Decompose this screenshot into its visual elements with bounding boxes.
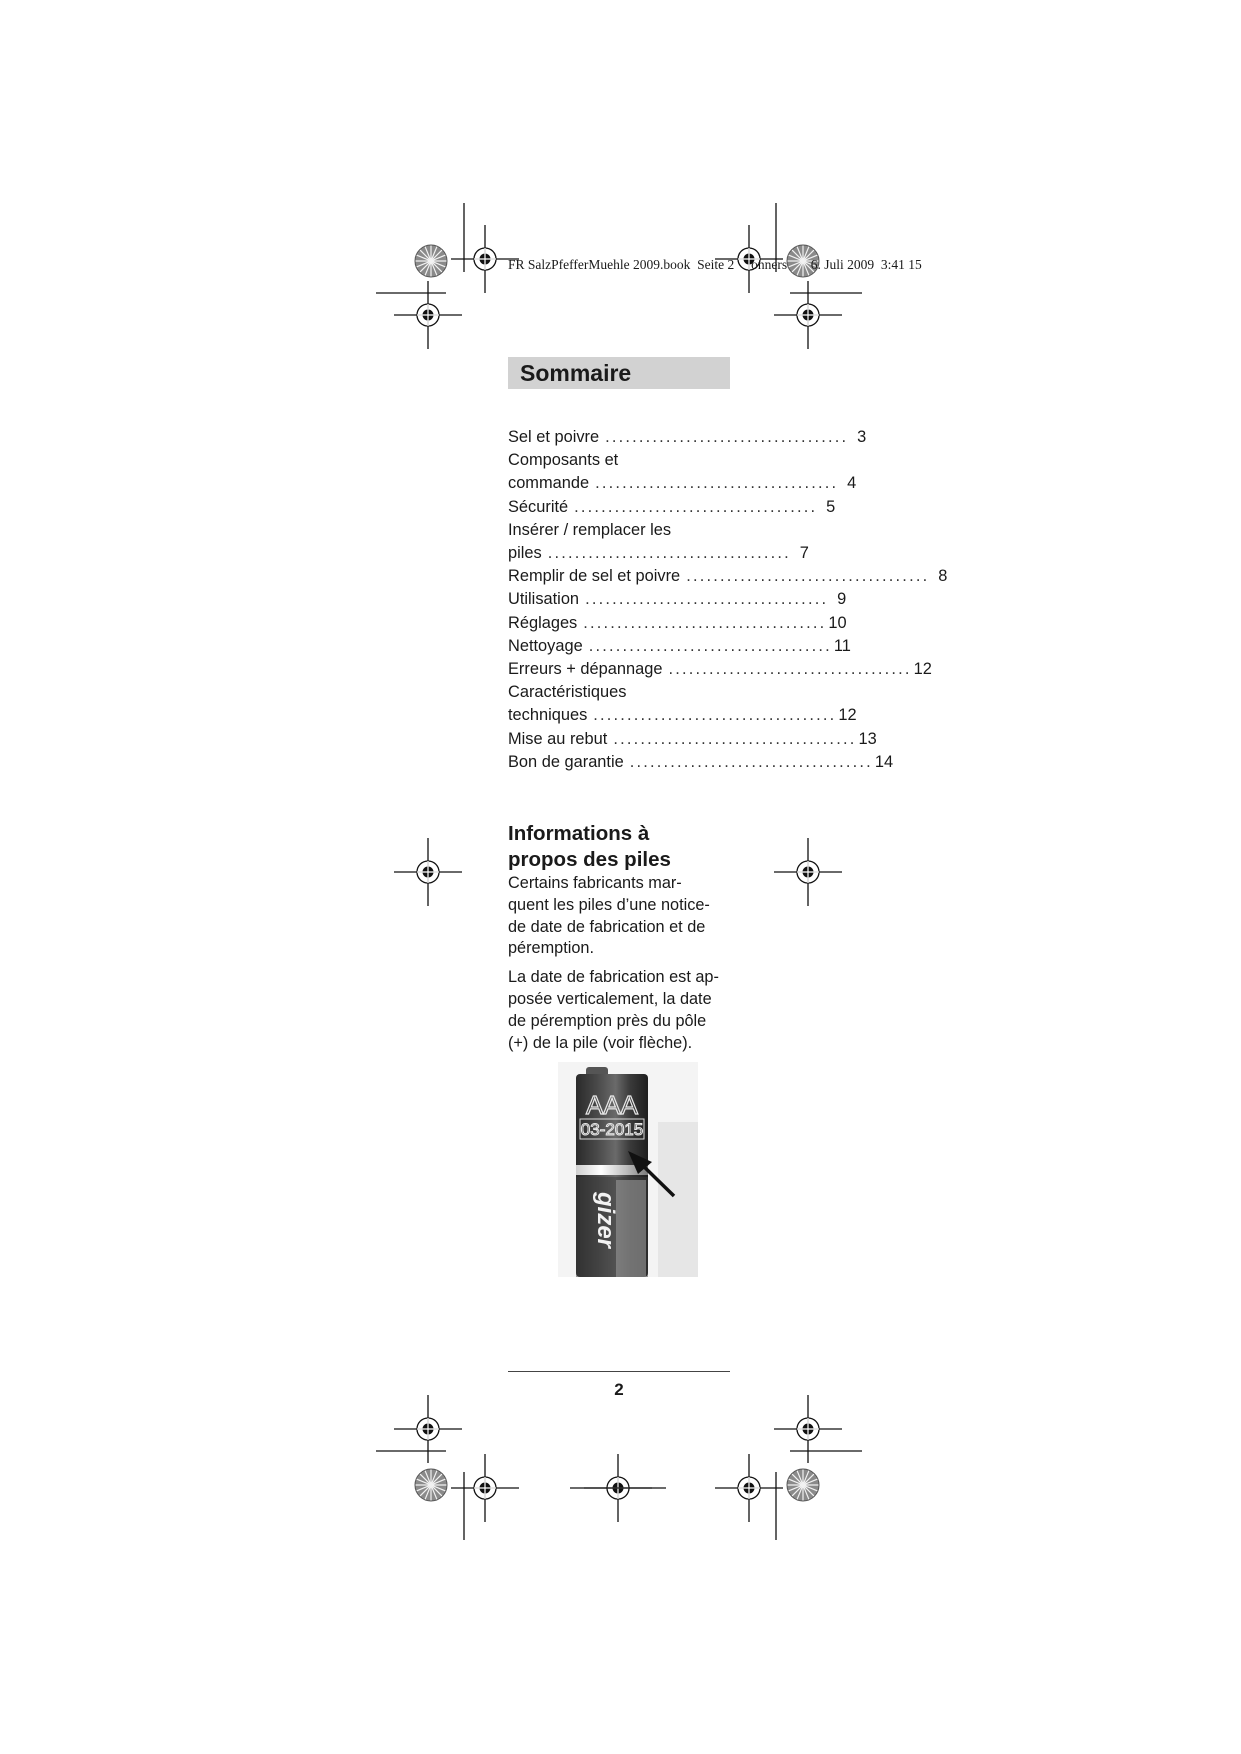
- toc-line: [508, 728, 877, 751]
- toc-entry: [508, 728, 877, 751]
- toc-entry: [508, 496, 836, 519]
- paragraph-line: Certains fabricants mar-: [508, 874, 682, 892]
- paragraph-line: de péremption près du pôle: [508, 1011, 707, 1030]
- toc-entry: [508, 751, 894, 774]
- page-title: Sommaire: [520, 360, 632, 386]
- toc-label: Erreurs + dépannage: [508, 660, 663, 679]
- toc-label: Sécurité: [508, 497, 569, 516]
- toc-page-number: 4: [847, 474, 857, 493]
- toc-label: techniques: [508, 706, 588, 725]
- photo-shadow: [658, 1122, 698, 1277]
- paragraph-line: posée verticalement, la date: [508, 989, 712, 1008]
- battery-date-code: 03-2015: [580, 1120, 644, 1139]
- toc-label: commande: [508, 474, 590, 493]
- toc-page-number: 9: [837, 590, 847, 609]
- toc-line: [508, 588, 847, 611]
- toc-leader-dots: ....................................: [547, 544, 791, 563]
- battery-info-heading: [508, 821, 730, 873]
- toc-line: [508, 658, 932, 681]
- toc-entry: [508, 681, 857, 727]
- toc-page-number: 13: [858, 729, 877, 748]
- toc-label: Mise au rebut: [508, 729, 608, 748]
- toc-line: [508, 704, 857, 727]
- toc-line: [508, 449, 730, 472]
- toc-entry: [508, 449, 857, 495]
- toc-leader-dots: ....................................: [686, 567, 930, 586]
- toc-leader-dots: ....................................: [583, 613, 827, 632]
- toc-leader-dots: ....................................: [585, 590, 829, 609]
- toc-leader-dots: ....................................: [588, 636, 832, 655]
- print-header-day: onners: [751, 257, 788, 272]
- toc-page-number: 5: [826, 497, 836, 516]
- toc-line: [508, 612, 847, 635]
- toc-leader-dots: ....................................: [593, 706, 837, 725]
- toc-page-number: 14: [874, 752, 894, 771]
- toc-line: [508, 542, 809, 565]
- color-wheel-mark: [415, 245, 447, 277]
- toc-leader-dots: ....................................: [613, 729, 857, 748]
- toc-line: [508, 635, 851, 658]
- registration-mark: [774, 281, 842, 349]
- toc-entry: [508, 519, 809, 565]
- battery-date-paragraph: [508, 967, 730, 1054]
- toc-label: Utilisation: [508, 590, 580, 609]
- toc-label: piles: [508, 544, 542, 563]
- print-header: [508, 257, 922, 273]
- toc-line: [508, 519, 730, 542]
- page-number: 2: [614, 1380, 624, 1399]
- toc-entry: [508, 588, 847, 611]
- color-wheel-mark: [787, 1469, 819, 1501]
- toc-line: [508, 751, 894, 774]
- toc-entry: [508, 612, 847, 635]
- paragraph-line: péremption.: [508, 939, 594, 958]
- toc-line: [508, 681, 730, 704]
- print-header-time: 3:41 15: [880, 257, 922, 272]
- toc-leader-dots: ....................................: [629, 752, 873, 771]
- battery-size-code: AAA: [585, 1090, 639, 1120]
- toc-line: [508, 426, 867, 449]
- color-wheel-mark: [415, 1469, 447, 1501]
- print-header-page: Seite 2: [697, 257, 735, 272]
- toc-label: Bon de garantie: [508, 752, 624, 771]
- toc-label: Sel et poivre: [508, 428, 600, 446]
- registration-mark: [394, 281, 462, 349]
- toc-page-number: 12: [913, 660, 932, 679]
- paragraph-line: (+) de la pile (voir flèche).: [508, 1033, 693, 1052]
- toc-leader-dots: ....................................: [605, 428, 849, 446]
- battery-brand-text: gizer: [592, 1192, 619, 1249]
- paragraph-line: de date de fabrication et de: [508, 917, 706, 936]
- toc-page-number: 12: [838, 706, 857, 725]
- registration-mark: [774, 838, 842, 906]
- print-header-date: 6. Juli 2009: [810, 257, 875, 272]
- toc-entry: [508, 565, 948, 588]
- toc-label: Composants et: [508, 451, 619, 470]
- registration-mark: [451, 1454, 519, 1522]
- toc-label: Réglages: [508, 613, 578, 632]
- registration-mark: [774, 1395, 842, 1463]
- paragraph-line: La date de fabrication est ap-: [508, 968, 719, 987]
- toc-leader-dots: ....................................: [574, 497, 818, 516]
- toc-label: Insérer / remplacer les: [508, 520, 672, 539]
- section-title-bar: [508, 357, 730, 389]
- toc-page-number: 10: [828, 613, 847, 632]
- battery-info-section: [508, 821, 730, 1054]
- toc-line: [508, 472, 857, 495]
- battery-label-light: [616, 1180, 646, 1277]
- toc-leader-dots: ....................................: [668, 660, 912, 679]
- table-of-contents: [508, 426, 948, 774]
- battery-info-heading-line2: propos des piles: [508, 848, 671, 871]
- toc-page-number: 11: [833, 636, 851, 655]
- battery-photo: [558, 1062, 698, 1277]
- toc-entry: [508, 426, 867, 449]
- toc-label: Remplir de sel et poivre: [508, 567, 681, 586]
- print-header-file: FR SalzPfefferMuehle 2009.book: [508, 257, 691, 272]
- footer-rule: [508, 1371, 730, 1372]
- toc-label: Caractéristiques: [508, 683, 627, 702]
- registration-mark: [394, 838, 462, 906]
- registration-mark: [394, 1395, 462, 1463]
- battery-info-paragraph: [508, 873, 730, 960]
- toc-page-number: 8: [938, 567, 948, 586]
- toc-line: [508, 496, 836, 519]
- toc-label: Nettoyage: [508, 636, 583, 655]
- toc-entry: [508, 635, 851, 658]
- toc-page-number: 3: [857, 428, 867, 446]
- battery-info-heading-line1: Informations à: [508, 822, 650, 845]
- registration-mark: [715, 1454, 783, 1522]
- paragraph-line: quent les piles d’une notice-: [508, 895, 710, 914]
- toc-leader-dots: ....................................: [595, 474, 839, 493]
- toc-entry: [508, 658, 932, 681]
- toc-line: [508, 565, 948, 588]
- toc-page-number: 7: [799, 544, 809, 563]
